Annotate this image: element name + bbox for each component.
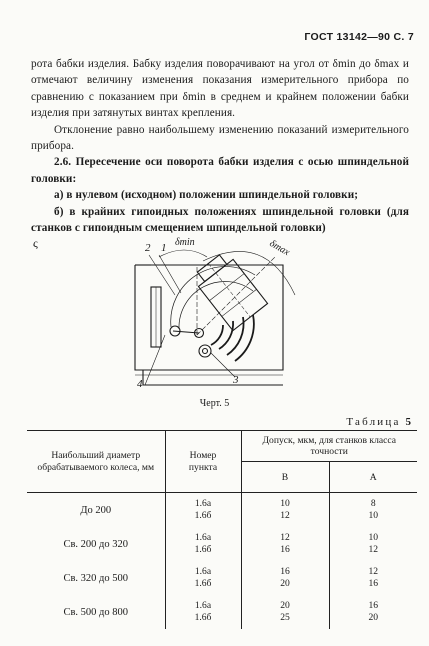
row-class-a	[329, 527, 417, 561]
point-value: 1.6б	[194, 611, 212, 623]
tolerance-value: 16	[368, 600, 379, 611]
row-class-a	[329, 561, 417, 595]
tolerance-value: 12	[368, 543, 379, 555]
point-value: 1.6б	[194, 577, 212, 589]
row-diameter: Св. 320 до 500	[63, 572, 129, 584]
label-delta-min: δmin	[175, 237, 195, 248]
table-row	[27, 527, 417, 561]
row-class-b	[241, 493, 329, 528]
point-value: 1.6а	[194, 566, 212, 577]
tolerance-value: 12	[280, 532, 290, 543]
col-header-class-a: А	[329, 462, 417, 493]
tolerance-value: 12	[280, 509, 290, 521]
col-header-tolerance: Допуск, мкм, для станков класса точности	[241, 431, 417, 462]
row-class-b	[241, 595, 329, 629]
table-title	[346, 416, 411, 428]
tolerance-value: 12	[368, 566, 379, 577]
item-b: б) в крайних гипоидных положениях шпиндельной головки (для станков с гипоидным смещением шпиндельной головки)	[31, 205, 409, 235]
row-points	[165, 561, 241, 595]
row-points	[165, 595, 241, 629]
col-header-diameter: Наибольший диаметр обрабатываемого колеса, мм	[27, 431, 165, 493]
label-3: 3	[233, 374, 239, 386]
tolerance-value: 16	[280, 566, 290, 577]
tolerance-value: 25	[280, 611, 290, 623]
tolerance-value: 10	[280, 498, 290, 509]
point-value: 1.6а	[194, 498, 212, 509]
row-class-b	[241, 527, 329, 561]
col-header-point: Номер пункта	[165, 431, 241, 493]
row-diameter: Св. 200 до 320	[63, 538, 129, 550]
tolerance-value: 10	[368, 532, 379, 543]
table-number: 5	[405, 416, 411, 428]
table-row	[27, 493, 417, 528]
row-points	[165, 493, 241, 528]
figure-caption: Черт. 5	[199, 398, 230, 409]
label-4: 4	[137, 378, 143, 390]
paragraph-1: рота бабки изделия. Бабку изделия поворачивают на угол от δmin до δmax и отмечают величину изменения показания измерительного прибора по сравнению с показанием при δmin в среднем и крайнем положении бабки изделия при затянутых винтах крепления.	[31, 58, 409, 120]
stray-mark: ς	[33, 236, 38, 250]
point-value: 1.6б	[194, 509, 212, 521]
label-1: 1	[161, 242, 167, 254]
item-a: а) в нулевом (исходном) положении шпиндельной головки;	[54, 189, 359, 202]
table-title-word: Таблица	[346, 416, 401, 428]
drawing-5	[115, 235, 315, 395]
row-diameter: До 200	[80, 504, 112, 516]
col-header-class-b: В	[241, 462, 329, 493]
body-text	[31, 56, 409, 236]
table-row	[27, 561, 417, 595]
tolerance-value: 10	[368, 509, 379, 521]
point-value: 1.6а	[194, 532, 212, 543]
tolerance-table	[27, 430, 417, 629]
point-value: 1.6а	[194, 600, 212, 611]
page-header: ГОСТ 13142—90 С. 7	[304, 31, 414, 43]
table-row	[27, 595, 417, 629]
row-class-a	[329, 493, 417, 528]
row-points	[165, 527, 241, 561]
tolerance-value: 20	[280, 600, 290, 611]
tolerance-value: 20	[368, 611, 379, 623]
row-class-b	[241, 561, 329, 595]
section-2-6-heading: 2.6. Пересечение оси поворота бабки изделия с осью шпиндельной головки:	[31, 156, 409, 185]
paragraph-2: Отклонение равно наибольшему изменению показаний измерительного прибора.	[31, 123, 409, 153]
row-diameter: Св. 500 до 800	[63, 606, 129, 618]
row-class-a	[329, 595, 417, 629]
tolerance-value: 8	[370, 498, 376, 509]
point-value: 1.6б	[194, 543, 212, 555]
tolerance-value: 16	[280, 543, 290, 555]
label-delta-max: δmax	[267, 238, 292, 259]
tolerance-value: 20	[280, 577, 290, 589]
tolerance-value: 16	[368, 577, 379, 589]
label-2: 2	[145, 242, 151, 254]
